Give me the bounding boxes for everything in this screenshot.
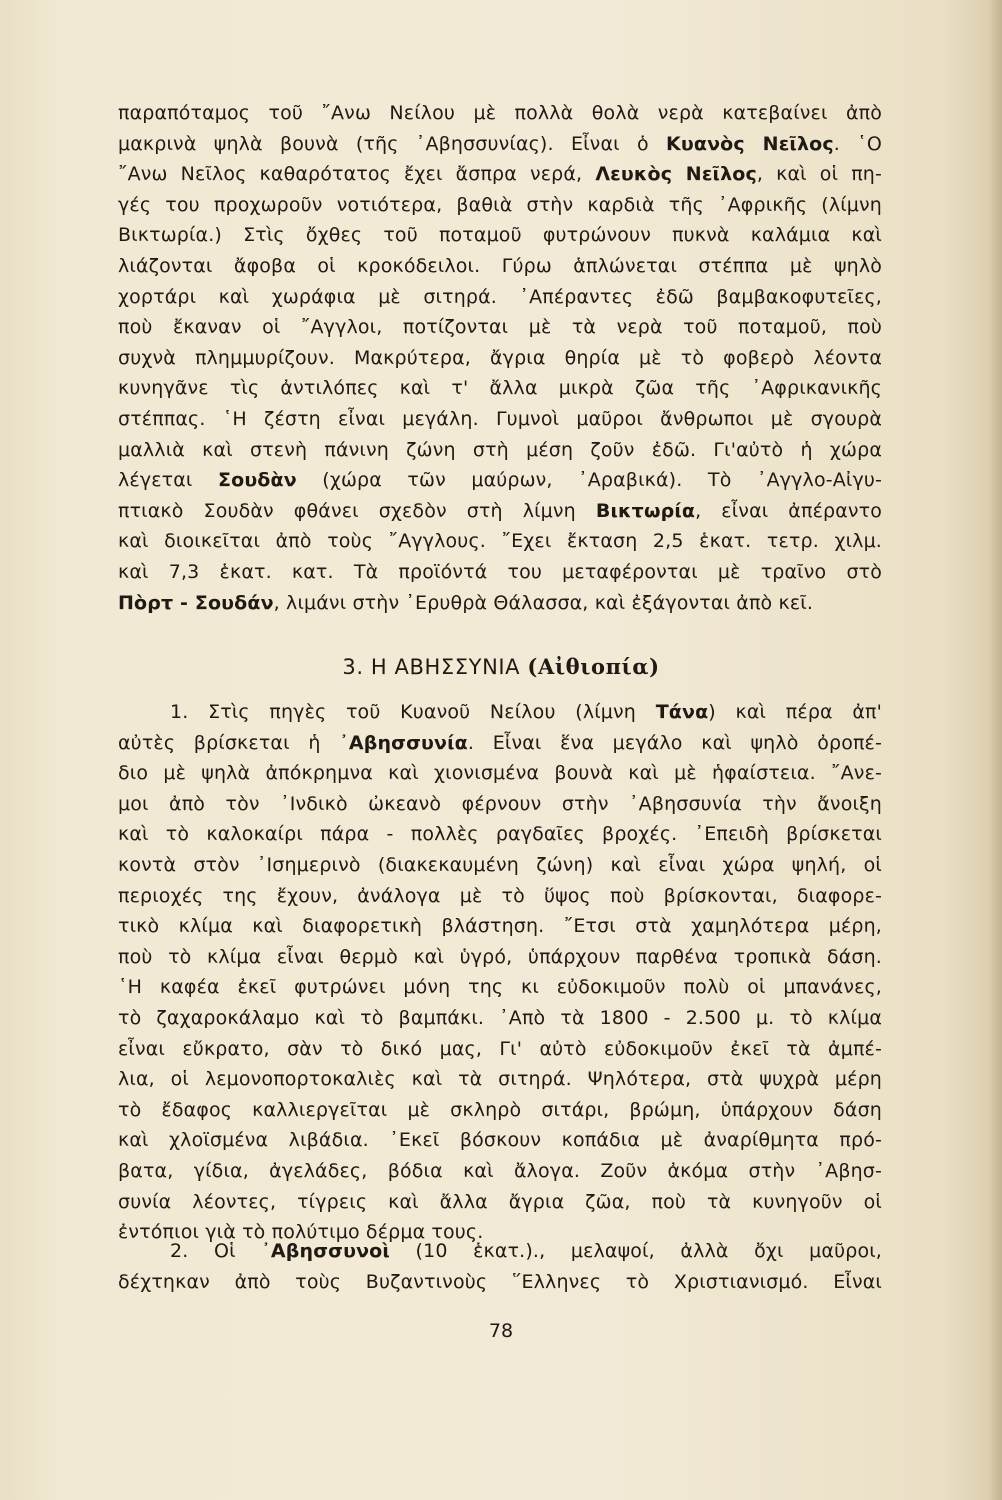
text-line: περιοχές της ἔχουν, ἀνάλογα μὲ τὸ ὕψος ποὺ βρίσκονται, διαφορε- [118,884,882,907]
text-line: χορτάρι καὶ χωράφια μὲ σιτηρά. ᾿Απέραντες ἐδῶ βαμβακοφυτεῖες, [118,285,882,308]
text-line: μακρινὰ ψηλὰ βουνὰ (τῆς ᾿Αβησσυνίας). Εἶναι ὁ Κυανὸς Νεῖλος. ῾Ο [118,132,883,155]
top-paragraph [118,98,882,618]
text-line: τὸ ζαχαροκάλαμο καὶ τὸ βαμπάκι. ᾿Απὸ τὰ 1800 - 2.500 μ. τὸ κλίμα [118,1006,882,1029]
section-heading-title: 3. Η ΑΒΗΣΣΥΝΙΑ [342,655,521,679]
text-line: Πὸρτ - Σουδάν, λιμάνι στὴν ᾿Ερυθρὰ Θάλασσα, καὶ ἐξάγονται ἀπὸ κεῖ. [118,591,814,614]
page-number: 78 [488,1320,514,1342]
text-line: συχνὰ πλημμυρίζουν. Μακρύτερα, ἄγρια θηρία μὲ τὸ φοβερὸ λέοντα [118,346,882,369]
bold-term-leukos-neilos: Λευκὸς Νεῖλος [595,163,757,186]
text-line: ποὺ τὸ κλίμα εἶναι θερμὸ καὶ ὑγρό, ὑπάρχουν παρθένα τροπικὰ δάση. [118,945,882,968]
text-line: 1. Στὶς πηγὲς τοῦ Κυανοῦ Νείλου (λίμνη Τάνα) καὶ πέρα ἀπ' [170,701,883,723]
text-line: ῾Η καφέα ἐκεῖ φυτρώνει μόνη της κι εὐδοκιμοῦν πολὺ οἱ μπανάνες, [118,976,882,999]
bold-term-tana: Τάνα [655,701,709,723]
text-line: Βικτωρία.) Στὶς ὄχθες τοῦ ποταμοῦ φυτρώνουν πυκνὰ καλάμια καὶ [118,224,882,247]
bold-term-abyssinians: ᾿Αβησσυνοὶ [261,1240,390,1262]
text-line: τὸ ἔδαφος καλλιεργεῖται μὲ σκληρὸ σιτάρι, βρώμη, ὑπάρχουν δάση [118,1098,882,1121]
bold-term-abyssinia: ᾿Αβησσυνία [339,731,468,754]
text-line: ἐντόπιοι γιὰ τὸ πολύτιμο δέρμα τους. [118,1221,484,1244]
text-line: στέππας. ῾Η ζέστη εἶναι μεγάλη. Γυμνοὶ μαῦροι ἄνθρωποι μὲ σγουρὰ [118,407,882,430]
text-line: ποὺ ἔκαναν οἱ ῎Αγγλοι, ποτίζονται μὲ τὰ νερὰ τοῦ ποταμοῦ, ποὺ [118,316,882,339]
section-heading [0,654,1002,679]
text-line: ῎Ανω Νεῖλος καθαρότατος ἔχει ἄσπρα νερά, Λευκὸς Νεῖλος, καὶ οἱ πη- [118,163,882,186]
text-line: κοντὰ στὸν ᾿Ισημερινὸ (διακεκαυμένη ζώνη) καὶ εἶναι χώρα ψηλή, οἱ [118,853,882,876]
bold-term-port-soudan: Πὸρτ - Σουδάν [118,591,274,614]
bold-term-kyanos-neilos: Κυανὸς Νεῖλος [666,132,834,155]
page-edge-shadow [988,0,1002,1500]
text-line: πτιακὸ Σουδὰν φθάνει σχεδὸν στὴ λίμνη Βικτωρία, εἶναι ἀπέραντο [118,499,882,522]
text-line: καὶ διοικεῖται ἀπὸ τοὺς ῎Αγγλους. ῎Εχει ἔκταση 2,5 ἑκατ. τετρ. χιλμ. [118,530,882,553]
text-line: γές του προχωροῦν νοτιότερα, βαθιὰ στὴν καρδιὰ τῆς ᾿Αφρικῆς (λίμνη [118,193,882,216]
text-line: παραπόταμος τοῦ ῎Ανω Νείλου μὲ πολλὰ θολὰ νερὰ κατεβαίνει ἀπὸ [118,102,882,124]
text-line: αὐτὲς βρίσκεται ἡ ᾿Αβησσυνία. Εἶναι ἕνα μεγάλο καὶ ψηλὸ ὀροπέ- [118,731,882,754]
text-line: λέγεται Σουδὰν (χώρα τῶν μαύρων, ᾿Αραβικά). Τὸ ᾿Αγγλο-Αἰγυ- [118,469,882,492]
text-line: δέχτηκαν ἀπὸ τοὺς Βυζαντινοὺς ῞Ελληνες τὸ Χριστιανισμό. Εἶναι [118,1270,882,1293]
text-line: 2. Οἱ ᾿Αβησσυνοὶ (10 ἑκατ.)., μελαψοί, ἀλλὰ ὄχι μαῦροι, [170,1240,882,1262]
text-line: μοι ἀπὸ τὸν ᾿Ινδικὸ ὠκεανὸ φέρνουν στὴν ᾿Αβησσυνία τὴν ἄνοιξη [118,792,882,815]
bold-term-soudan: Σουδὰν [217,469,297,492]
text-line: λιάζονται ἄφοβα οἱ κροκόδειλοι. Γύρω ἁπλώνεται στέππα μὲ ψηλὸ [118,254,882,277]
text-line: μαλλιὰ καὶ στενὴ πάνινη ζώνη στὴ μέση ζοῦν ἐδῶ. Γι'αὐτὸ ἡ χώρα [118,438,882,461]
text-line: τικὸ κλίμα καὶ διαφορετικὴ βλάστηση. ῎Ετσι στὰ χαμηλότερα μέρη, [118,915,882,938]
text-line: λια, οἱ λεμονοπορτοκαλιὲς καὶ τὰ σιτηρά. Ψηλότερα, στὰ ψυχρὰ μέρη [118,1068,882,1091]
text-line: κυνηγᾶνε τὶς ἀντιλόπες καὶ τ' ἄλλα μικρὰ ζῶα τῆς ᾿Αφρικανικῆς [118,377,882,400]
paragraph-1 [118,697,882,1248]
text-line: καὶ 7,3 ἑκατ. κατ. Τὰ προϊόντά του μεταφέρονται μὲ τραῖνο στὸ [118,560,882,583]
text-line: καὶ τὸ καλοκαίρι πάρα - πολλὲς ραγδαῖες βροχές. ᾿Επειδὴ βρίσκεται [118,823,882,846]
paragraph-2 [118,1236,882,1297]
section-heading-subtitle: (Αἰθιοπία) [527,654,660,679]
text-line: διο μὲ ψηλὰ ἀπόκρημνα καὶ χιονισμένα βουνὰ καὶ μὲ ἡφαίστεια. ῎Ανε- [118,762,882,785]
bold-term-viktoria: Βικτωρία [595,499,696,522]
text-line: εἶναι εὔκρατο, σὰν τὸ δικό μας, Γι' αὐτὸ εὐδοκιμοῦν ἐκεῖ τὰ ἀμπέ- [118,1037,882,1060]
text-line: συνία λέοντες, τίγρεις καὶ ἄλλα ἄγρια ζῶα, ποὺ τὰ κυνηγοῦν οἱ [118,1190,882,1213]
text-line: καὶ χλοϊσμένα λιβάδια. ᾿Εκεῖ βόσκουν κοπάδια μὲ ἀναρίθμητα πρό- [118,1129,882,1152]
text-line: βατα, γίδια, ἀγελάδες, βόδια καὶ ἄλογα. Ζοῦν ἀκόμα στὴν ᾿Αβησ- [118,1159,882,1182]
